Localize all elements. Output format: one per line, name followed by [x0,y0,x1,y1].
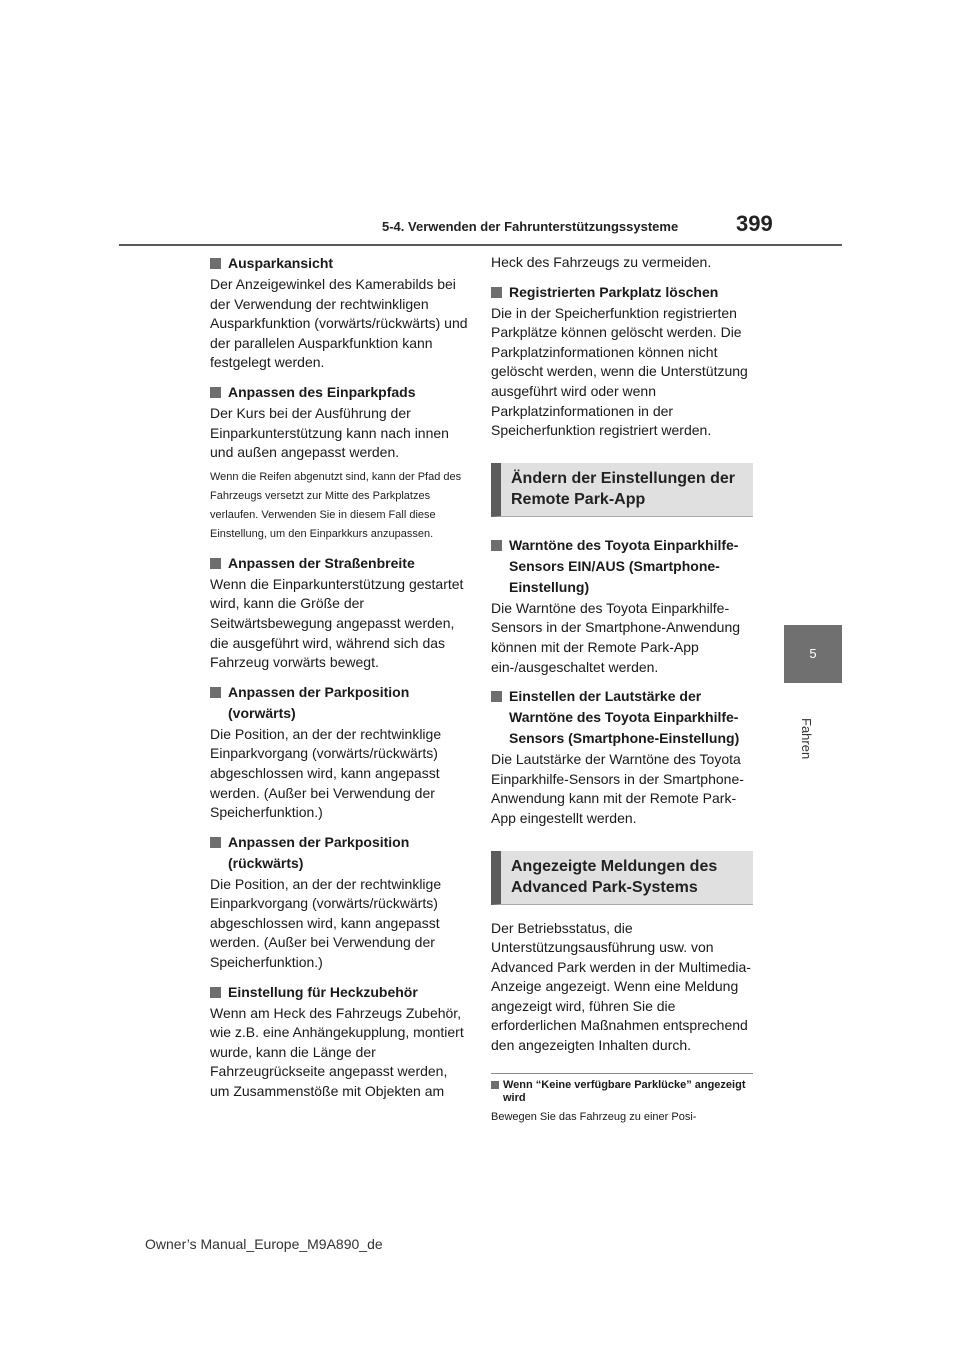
heading-parkposition-vorwaerts: Anpassen der Parkposition (vorwärts) [210,682,468,724]
paragraph: Die Warntöne des Toyota Einparkhilfe-Sensors in der Smartphone-Anwendung können mit der Remote Park-App ein-/ausgeschaltet werden. [491,599,741,675]
square-bullet-icon [491,1081,499,1089]
page-number: 399 [736,211,773,236]
footer: Owner’s Manual_Europe_M9A890_de [145,1236,383,1252]
heading-parkposition-rueckwaerts: Anpassen der Parkposition (rückwärts) [210,832,468,874]
note-heading: Wenn “Keine verfügbare Parklücke” angezeigt wird [491,1079,753,1105]
square-bullet-icon [210,687,221,698]
square-bullet-icon [491,691,502,702]
paragraph: Die in der Speicherfunktion registrierten Parkplätze können gelöscht werden. Die Parkplatzinformationen können nicht gelöscht werden, wenn die Unterstützung ausgeführt wird oder wenn Parkplatzinformationen in der Speicherfunktion registriert werden. [491,304,748,439]
square-bullet-icon [210,987,221,998]
square-bullet-icon [491,287,502,298]
paragraph-continuation: Heck des Fahrzeugs zu vermeiden. [491,254,712,270]
heading-ausparkansicht: Ausparkansicht [210,253,468,274]
paragraph: Der Betriebsstatus, die Unterstützungsausführung usw. von Advanced Park werden in der Multimedia-Anzeige angezeigt. Wenn eine Meldung angezeigt wird, führen Sie die erforderlichen Maßnahmen entsprechend den angezeigten Inhalten durch. [491,919,751,1054]
right-column [491,253,753,1125]
square-bullet-icon [210,558,221,569]
heading-warntoene: Warntöne des Toyota Einparkhilfe-Sensors EIN/AUS (Smartphone-Einstellung) [491,535,753,598]
paragraph: Wenn die Einparkunterstützung gestartet wird, kann die Größe der Seitwärtsbewegung angepasst werden, die ausgeführt wird, während sich das Fahrzeug vorwärts bewegt. [210,575,464,671]
chapter-tab: 5 [784,625,842,683]
paragraph: Die Position, an der der rechtwinklige Einparkvorgang (vorwärts/rückwärts) abgeschlossen wird, kann angepasst werden. (Außer bei Verwendung der Speicherfunktion.) [210,875,442,971]
chapter-label-text: Fahren [799,718,814,760]
section-box-meldungen: Angezeigte Meldungen des Advanced Park-Systems [491,851,753,905]
paragraph: Die Position, an der der rechtwinklige Einparkvorgang (vorwärts/rückwärts) abgeschlossen wird, kann angepasst werden. (Außer bei Verwendung der Speicherfunktion.) [210,725,442,821]
heading-strassenbreite: Anpassen der Straßenbreite [210,553,468,574]
square-bullet-icon [210,258,221,269]
square-bullet-icon [210,387,221,398]
heading-lautstaerke: Einstellen der Lautstärke der Warntöne des Toyota Einparkhilfe-Sensors (Smartphone-Einstellung) [491,686,753,749]
note-text: Bewegen Sie das Fahrzeug zu einer Posi- [491,1110,697,1123]
heading-heckzubehoer: Einstellung für Heckzubehör [210,982,468,1003]
square-bullet-icon [210,837,221,848]
small-note: Wenn die Reifen abgenutzt sind, kann der Pfad des Fahrzeugs versetzt zur Mitte des Parkplatzes verlaufen. Verwenden Sie in diesem Fall diese Einstellung, um den Einparkkurs anzupassen. [210,470,462,540]
section-title: 5-4. Verwenden der Fahrunterstützungssysteme [382,219,679,234]
square-bullet-icon [491,540,502,551]
paragraph: Der Anzeigewinkel des Kamerabilds bei der Verwendung der rechtwinkligen Ausparkfunktion (vorwärts/rückwärts) und der parallelen Ausparkfunktion kann festgelegt werden. [210,276,468,371]
section-box-remote-park-app: Ändern der Einstellungen der Remote Park-App [491,463,753,517]
header-rule [119,244,842,246]
paragraph: Wenn am Heck des Fahrzeugs Zubehör, wie z.B. eine Anhängekupplung, montiert wurde, kann die Länge der Fahrzeugrückseite angepasst werden, um Zusammenstöße mit Objekten am [210,1004,464,1100]
note-rule [491,1073,753,1074]
heading-einparkpfad: Anpassen des Einparkpfads [210,382,468,403]
chapter-label [798,718,818,778]
left-column [210,253,468,1102]
paragraph: Die Lautstärke der Warntöne des Toyota Einparkhilfe-Sensors in der Smartphone-Anwendung kann mit der Remote Park-App eingestellt werden. [491,751,744,826]
heading-parkplatz-loeschen: Registrierten Parkplatz löschen [491,282,753,303]
paragraph: Der Kurs bei der Ausführung der Einparkunterstützung kann nach innen und außen angepasst werden. [210,404,449,461]
